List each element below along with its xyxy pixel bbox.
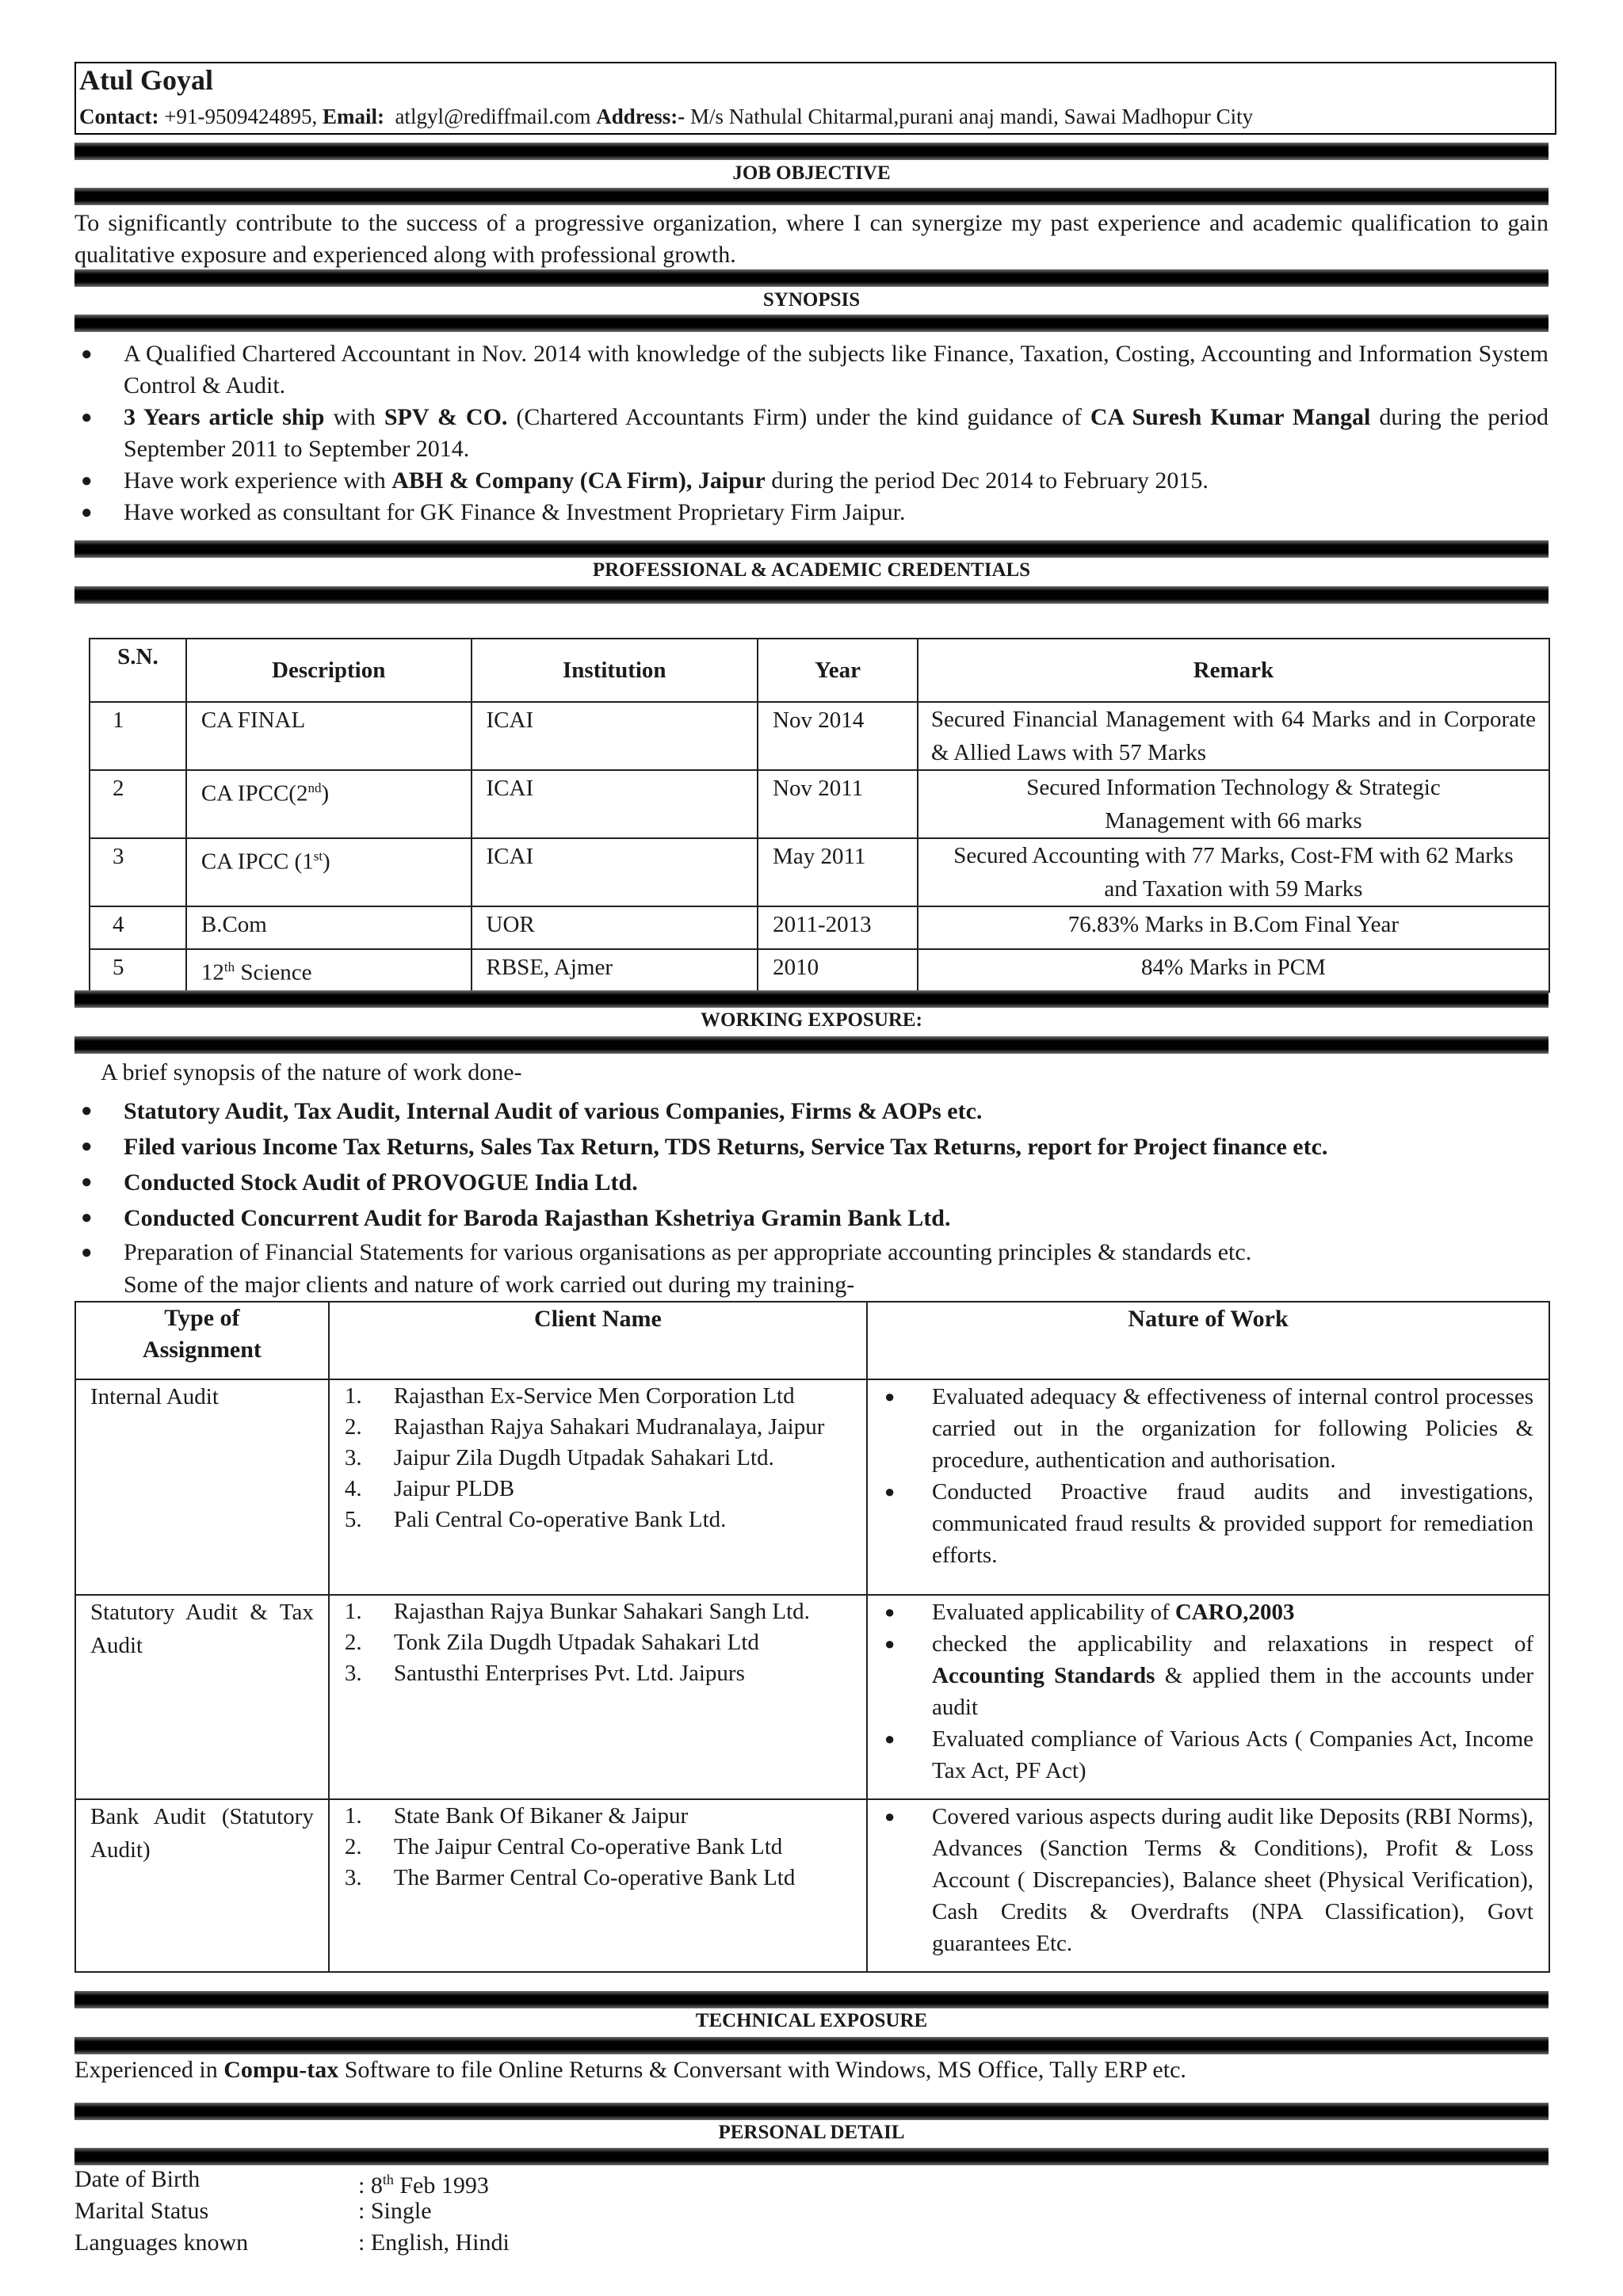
list-number: 3. bbox=[344, 1865, 362, 1890]
client-name: Pali Central Co-operative Bank Ltd. bbox=[393, 1507, 727, 1532]
description-text: 12 bbox=[200, 959, 224, 986]
synopsis-strong: ABH & Company (CA Firm), Jaipur bbox=[391, 467, 766, 494]
technical-text bbox=[74, 2054, 1186, 2086]
col-header-description: Description bbox=[186, 639, 472, 702]
work-text: Evaluated adequacy & effectiveness of internal control processes carried out in the organization for following Policies & procedure, authentication and authorisation. bbox=[932, 1384, 1533, 1473]
section-title-synopsis: SYNOPSIS bbox=[762, 289, 861, 311]
table-row bbox=[75, 1595, 1549, 1799]
work-item bbox=[869, 1381, 1533, 1476]
cell-remark: 76.83% Marks in B.Com Final Year bbox=[918, 906, 1549, 949]
address-label: Address:- bbox=[596, 105, 685, 128]
job-objective-text: To significantly contribute to the success of a progressive organization, where I can synergize my past experience and academic qualification to gain qualitative exposure and experienced along with professional growth. bbox=[74, 210, 1549, 268]
section-bar bbox=[74, 1991, 1549, 2008]
section-title-credentials: PROFESSIONAL & ACADEMIC CREDENTIALS bbox=[592, 559, 1031, 581]
synopsis-text: during the period Dec 2014 to February 2015. bbox=[765, 467, 1209, 494]
email: atlgyl@rediffmail.com bbox=[395, 105, 591, 128]
client-item bbox=[330, 1627, 853, 1658]
client-name: Rajasthan Ex-Service Men Corporation Ltd bbox=[393, 1383, 795, 1409]
section-bar bbox=[74, 2037, 1549, 2054]
bullet-icon: ● bbox=[81, 502, 93, 523]
client-item bbox=[330, 1505, 853, 1535]
cell-assignment-type: Statutory Audit & Tax Audit bbox=[75, 1595, 329, 1799]
list-number: 2. bbox=[344, 1834, 362, 1859]
working-item-text: Conducted Stock Audit of PROVOGUE India Ltd. bbox=[124, 1169, 638, 1196]
list-number: 2. bbox=[344, 1630, 362, 1655]
cell-nature-of-work bbox=[867, 1379, 1549, 1595]
technical-text-part: Experienced in bbox=[74, 2057, 224, 2083]
cell-remark: Secured Information Technology & Strategic Management with 66 marks bbox=[918, 770, 1549, 838]
table-row bbox=[75, 1799, 1549, 1972]
description-tail: ) bbox=[321, 780, 330, 807]
working-item bbox=[74, 1236, 1549, 1269]
working-intro: A brief synopsis of the nature of work done- bbox=[101, 1059, 522, 1085]
cell-year: Nov 2014 bbox=[758, 702, 918, 770]
cell-year: 2011-2013 bbox=[758, 906, 918, 949]
work-text: Conducted Proactive fraud audits and investigations, communicated fraud results & provided support for remediation efforts. bbox=[932, 1479, 1533, 1568]
work-list bbox=[869, 1801, 1548, 1959]
section-bar bbox=[74, 188, 1549, 205]
bullet-icon: ● bbox=[81, 471, 93, 491]
synopsis-text: (Chartered Accountants Firm) under the kind guidance of bbox=[507, 404, 1090, 430]
working-list bbox=[74, 1093, 1549, 1269]
technical-text-part: Software to file Online Returns & Conversant with Windows, MS Office, Tally ERP etc. bbox=[338, 2057, 1186, 2083]
table-row bbox=[90, 770, 1549, 838]
synopsis-list bbox=[74, 338, 1549, 528]
work-item bbox=[869, 1476, 1533, 1571]
synopsis-item-text: Have worked as consultant for GK Finance & Investment Proprietary Firm Jaipur. bbox=[124, 499, 906, 525]
section-title-personal: PERSONAL DETAIL bbox=[718, 2122, 905, 2143]
bullet-icon: ● bbox=[81, 1242, 93, 1263]
cell-clients bbox=[329, 1595, 867, 1799]
client-item bbox=[330, 1658, 853, 1689]
section-title-working-exposure: WORKING EXPOSURE: bbox=[701, 1009, 922, 1031]
cell-nature-of-work bbox=[867, 1595, 1549, 1799]
client-name: State Bank Of Bikaner & Jaipur bbox=[393, 1803, 689, 1829]
work-list bbox=[869, 1381, 1548, 1571]
table-row bbox=[75, 1379, 1549, 1595]
working-item bbox=[74, 1200, 1549, 1236]
client-item bbox=[330, 1412, 853, 1443]
work-item bbox=[869, 1723, 1533, 1787]
synopsis-item bbox=[74, 465, 1549, 497]
list-number: 1. bbox=[344, 1803, 362, 1829]
cell-nature-of-work bbox=[867, 1799, 1549, 1972]
cell-description bbox=[186, 906, 472, 949]
table-row bbox=[90, 702, 1549, 770]
bullet-icon: ● bbox=[884, 1729, 896, 1749]
synopsis-item bbox=[74, 497, 1549, 528]
candidate-name: Atul Goyal bbox=[79, 64, 214, 96]
synopsis-strong: SPV & CO. bbox=[384, 404, 508, 430]
client-item bbox=[330, 1863, 853, 1894]
cell-sn: 2 bbox=[90, 770, 186, 838]
bullet-icon: ● bbox=[884, 1386, 896, 1406]
email-label: Email: bbox=[322, 105, 384, 128]
client-list bbox=[330, 1801, 865, 1894]
cell-assignment-type: Bank Audit (Statutory Audit) bbox=[75, 1799, 329, 1972]
client-item bbox=[330, 1832, 853, 1863]
bullet-icon: ● bbox=[884, 1806, 896, 1826]
section-title-job-objective: JOB OBJECTIVE bbox=[732, 162, 891, 184]
col-header-remark: Remark bbox=[918, 639, 1549, 702]
synopsis-item bbox=[74, 402, 1549, 465]
work-item bbox=[869, 1596, 1533, 1628]
work-text: & applied them in the accounts under audit bbox=[932, 1663, 1533, 1720]
synopsis-strong: 3 Years article ship bbox=[124, 404, 325, 430]
cell-assignment-type: Internal Audit bbox=[75, 1379, 329, 1595]
list-number: 1. bbox=[344, 1599, 362, 1624]
bullet-icon: ● bbox=[81, 407, 93, 428]
col-header-nature: Nature of Work bbox=[867, 1302, 1549, 1379]
working-item-text: Conducted Concurrent Audit for Baroda Rajasthan Kshetriya Gramin Bank Ltd. bbox=[124, 1205, 951, 1231]
col-header-type: Type of Assignment bbox=[75, 1302, 329, 1379]
client-name: Rajasthan Rajya Sahakari Mudranalaya, Jaipur bbox=[393, 1414, 825, 1440]
section-bar bbox=[74, 1036, 1549, 1054]
description-sup: th bbox=[223, 959, 235, 974]
client-item bbox=[330, 1596, 853, 1627]
client-name: The Barmer Central Co-operative Bank Ltd bbox=[393, 1865, 796, 1890]
col-header-year: Year bbox=[758, 639, 918, 702]
work-text: Evaluated applicability of bbox=[932, 1600, 1175, 1625]
section-bar bbox=[74, 586, 1549, 604]
working-item bbox=[74, 1093, 1549, 1129]
dob-value-text: : 8 bbox=[358, 2172, 383, 2199]
table-row bbox=[90, 838, 1549, 906]
client-item bbox=[330, 1381, 853, 1412]
contact-line bbox=[79, 105, 1253, 129]
client-item bbox=[330, 1801, 853, 1832]
list-number: 4. bbox=[344, 1476, 362, 1501]
cell-year: Nov 2011 bbox=[758, 770, 918, 838]
bullet-icon: ● bbox=[884, 1602, 896, 1622]
cell-institution: ICAI bbox=[472, 838, 758, 906]
clients-header-row bbox=[75, 1302, 1549, 1379]
work-strong: CARO,2003 bbox=[1174, 1600, 1295, 1625]
bullet-icon: ● bbox=[884, 1482, 896, 1501]
col-header-institution: Institution bbox=[472, 639, 758, 702]
bullet-icon: ● bbox=[81, 1100, 93, 1121]
technical-strong: Compu-tax bbox=[223, 2057, 339, 2083]
cell-description bbox=[186, 838, 472, 906]
client-list bbox=[330, 1381, 865, 1535]
cell-sn: 4 bbox=[90, 906, 186, 949]
section-bar bbox=[74, 540, 1549, 558]
list-number: 2. bbox=[344, 1414, 362, 1440]
address: M/s Nathulal Chitarmal,purani anaj mandi, Sawai Madhopur City bbox=[690, 105, 1254, 128]
dob-value-text: Feb 1993 bbox=[393, 2172, 489, 2199]
synopsis-text: Have work experience with bbox=[124, 467, 392, 494]
client-list bbox=[330, 1596, 865, 1689]
col-header-sn: S.N. bbox=[90, 639, 186, 702]
description-text: CA IPCC(2 bbox=[200, 780, 308, 807]
work-strong: Accounting Standards bbox=[932, 1663, 1155, 1688]
bullet-icon: ● bbox=[81, 344, 93, 364]
synopsis-text: with bbox=[324, 404, 384, 430]
cell-remark: Secured Financial Management with 64 Marks and in Corporate & Allied Laws with 57 Marks bbox=[918, 702, 1549, 770]
list-number: 5. bbox=[344, 1507, 362, 1532]
bullet-icon: ● bbox=[81, 1136, 93, 1157]
cell-institution: ICAI bbox=[472, 770, 758, 838]
description-sup: nd bbox=[307, 780, 322, 795]
dob-sup: th bbox=[382, 2172, 394, 2187]
cell-year: 2010 bbox=[758, 949, 918, 992]
description-text: CA IPCC (1 bbox=[200, 849, 314, 875]
working-item bbox=[74, 1165, 1549, 1200]
cell-institution: ICAI bbox=[472, 702, 758, 770]
description-tail: Science bbox=[235, 959, 312, 986]
list-number: 1. bbox=[344, 1383, 362, 1409]
contact-label: Contact: bbox=[79, 105, 159, 128]
client-name: Jaipur PLDB bbox=[393, 1476, 515, 1501]
client-name: Santusthi Enterprises Pvt. Ltd. Jaipurs bbox=[393, 1661, 745, 1686]
work-item bbox=[869, 1628, 1533, 1723]
languages-label: Languages known bbox=[74, 2229, 249, 2256]
working-item bbox=[74, 1129, 1549, 1165]
col-header-client: Client Name bbox=[329, 1302, 867, 1379]
work-item bbox=[869, 1801, 1533, 1959]
client-item bbox=[330, 1474, 853, 1505]
client-name: Rajasthan Rajya Bunkar Sahakari Sangh Ltd. bbox=[393, 1599, 810, 1624]
work-text: Evaluated compliance of Various Acts ( Companies Act, Income Tax Act, PF Act) bbox=[932, 1726, 1533, 1783]
section-bar bbox=[74, 2103, 1549, 2120]
cell-sn: 5 bbox=[90, 949, 186, 992]
languages-value: : English, Hindi bbox=[358, 2229, 510, 2256]
cell-sn: 3 bbox=[90, 838, 186, 906]
marital-value: : Single bbox=[358, 2198, 432, 2224]
table-row bbox=[90, 949, 1549, 992]
cell-remark: Secured Accounting with 77 Marks, Cost-FM with 62 Marks and Taxation with 59 Marks bbox=[918, 838, 1549, 906]
dob-label: Date of Birth bbox=[74, 2166, 200, 2192]
description-text: B.Com bbox=[200, 912, 267, 937]
section-title-technical: TECHNICAL EXPOSURE bbox=[695, 2010, 928, 2031]
client-name: The Jaipur Central Co-operative Bank Ltd bbox=[393, 1834, 783, 1859]
clients-intro: Some of the major clients and nature of work carried out during my training- bbox=[124, 1272, 855, 1298]
work-list bbox=[869, 1596, 1548, 1787]
synopsis-strong: CA Suresh Kumar Mangal bbox=[1090, 404, 1371, 430]
synopsis-text: during the period September 2011 to September 2014. bbox=[124, 404, 1549, 462]
section-bar bbox=[74, 315, 1549, 332]
cell-remark: 84% Marks in PCM bbox=[918, 949, 1549, 992]
credentials-header-row bbox=[90, 639, 1549, 702]
client-name: Tonk Zila Dugdh Utpadak Sahakari Ltd bbox=[393, 1630, 759, 1655]
description-text: CA FINAL bbox=[200, 707, 306, 733]
synopsis-item-text: A Qualified Chartered Accountant in Nov. 2014 with knowledge of the subjects like Finance, Taxation, Costing, Accounting and Information System Control & Audit. bbox=[124, 341, 1549, 399]
client-item bbox=[330, 1443, 853, 1474]
clients-table bbox=[74, 1301, 1550, 1973]
section-bar bbox=[74, 2148, 1549, 2165]
credentials-table bbox=[89, 638, 1550, 993]
working-item-text: Filed various Income Tax Returns, Sales Tax Return, TDS Returns, Service Tax Returns, report for Project finance etc. bbox=[124, 1134, 1328, 1160]
work-text: Covered various aspects during audit like Deposits (RBI Norms), Advances (Sanction Terms & Conditions), Profit & Loss Account ( Discrepancies), Balance sheet (Physical Verification), Cash Credits & Overdrafts (NPA Classification), Govt guarantees Etc. bbox=[932, 1804, 1533, 1956]
cell-description bbox=[186, 949, 472, 992]
list-number: 3. bbox=[344, 1445, 362, 1470]
section-bar bbox=[74, 269, 1549, 287]
cell-year: May 2011 bbox=[758, 838, 918, 906]
cell-institution: UOR bbox=[472, 906, 758, 949]
cell-clients bbox=[329, 1799, 867, 1972]
working-item-text: Preparation of Financial Statements for various organisations as per appropriate accounting principles & standards etc. bbox=[124, 1239, 1252, 1265]
synopsis-item bbox=[74, 338, 1549, 402]
bullet-icon: ● bbox=[81, 1172, 93, 1192]
working-item-text: Statutory Audit, Tax Audit, Internal Audit of various Companies, Firms & AOPs etc. bbox=[124, 1098, 983, 1124]
cell-description bbox=[186, 770, 472, 838]
marital-label: Marital Status bbox=[74, 2198, 209, 2224]
phone: +91-9509424895, bbox=[164, 105, 318, 128]
cell-description bbox=[186, 702, 472, 770]
client-name: Jaipur Zila Dugdh Utpadak Sahakari Ltd. bbox=[393, 1445, 774, 1470]
cell-sn: 1 bbox=[90, 702, 186, 770]
section-bar bbox=[74, 143, 1549, 160]
description-sup: st bbox=[313, 849, 323, 864]
bullet-icon: ● bbox=[884, 1634, 896, 1653]
description-tail: ) bbox=[323, 849, 330, 875]
cell-clients bbox=[329, 1379, 867, 1595]
cell-institution: RBSE, Ajmer bbox=[472, 949, 758, 992]
section-bar bbox=[74, 990, 1549, 1008]
bullet-icon: ● bbox=[81, 1207, 93, 1228]
list-number: 3. bbox=[344, 1661, 362, 1686]
work-text: checked the applicability and relaxations in respect of bbox=[932, 1631, 1533, 1657]
table-row bbox=[90, 906, 1549, 949]
